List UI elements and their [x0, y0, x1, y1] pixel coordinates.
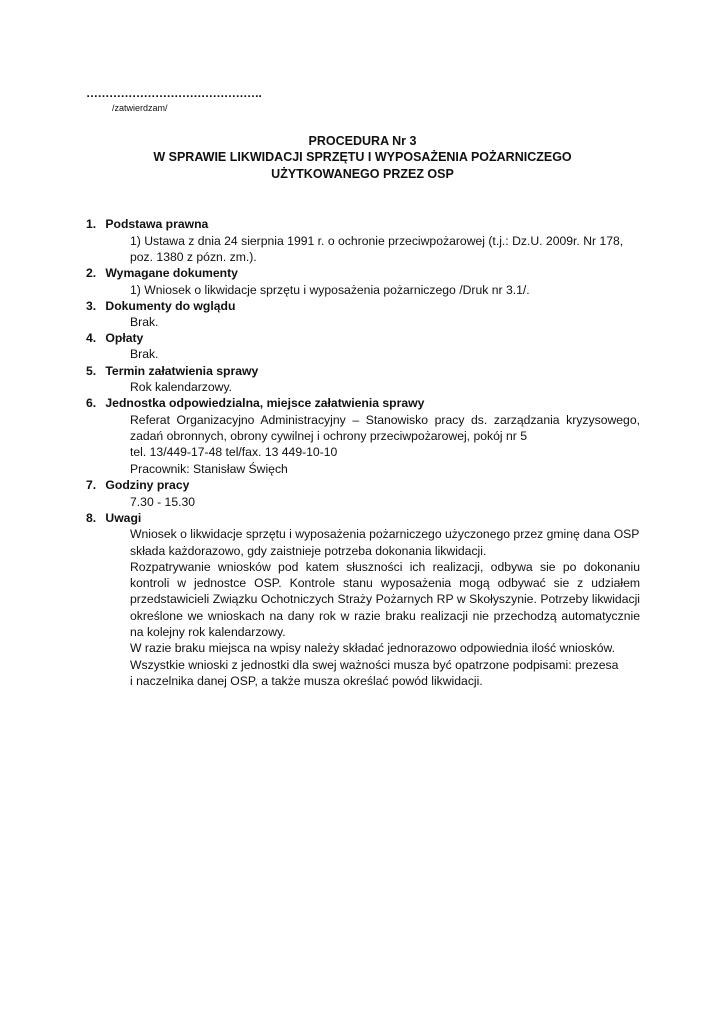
section-text-line: na kolejny rok kalendarzowy.	[130, 625, 286, 639]
section-heading-documents-to-view	[86, 298, 235, 314]
section-text-line: Pracownik: Stanisław Święch	[130, 462, 288, 476]
section-title: Jednostka odpowiedzialna, miejsce załatwienia sprawy	[105, 396, 425, 410]
section-number: 2.	[86, 266, 97, 280]
section-text-line: Referat Organizacyjno Administracyjny – Stanowisko pracy ds. zarządzania kryzysowego,	[130, 413, 640, 427]
document-subtitle-line2: UŻYTKOWANEGO PRZEZ OSP	[271, 167, 454, 181]
section-text-line: 1) Ustawa z dnia 24 sierpnia 1991 r. o ochronie przeciwpożarowej (t.j.: Dz.U. 2009r. Nr 178,	[130, 234, 624, 248]
section-text-line: Rozpatrywanie wniosków pod katem słuszności ich realizacji, odbywa sie po dokonaniu	[130, 560, 640, 574]
section-text-line: i naczelnika danej OSP, a także musza określać powód likwidacji.	[130, 674, 483, 688]
signature-label: /zatwierdzam/	[112, 103, 168, 113]
section-number: 8.	[86, 511, 97, 525]
section-title: Termin załatwienia sprawy	[105, 364, 259, 378]
section-number: 7.	[86, 478, 97, 492]
section-text-line: Brak.	[130, 347, 159, 361]
section-text-line: W razie braku miejsca na wpisy należy składać jednorazowo odpowiednia ilość wniosków.	[130, 641, 616, 655]
section-number: 5.	[86, 364, 97, 378]
section-title: Godziny pracy	[105, 478, 190, 492]
section-text-line: 1) Wniosek o likwidacje sprzętu i wyposażenia pożarniczego /Druk nr 3.1/.	[130, 283, 530, 297]
section-heading-legal-basis	[86, 216, 208, 232]
section-heading-deadline	[86, 363, 258, 379]
section-heading-fees	[86, 330, 143, 346]
document-title: PROCEDURA Nr 3	[308, 134, 417, 148]
section-number: 3.	[86, 299, 97, 313]
section-text-line: zadań obronnych, obrony cywilnej i ochrony przeciwpożarowej, pokój nr 5	[130, 429, 527, 443]
section-title: Dokumenty do wglądu	[105, 299, 236, 313]
section-text-line: Wniosek o likwidacje sprzętu i wyposażenia pożarniczego użyczonego przez gminę dana OSP	[130, 527, 640, 541]
section-number: 6.	[86, 396, 97, 410]
document-subtitle-line1: W SPRAWIE LIKWIDACJI SPRZĘTU I WYPOSAŻENIA POŻARNICZEGO	[153, 150, 572, 164]
section-text-line: poz. 1380 z pózn. zm.).	[130, 250, 257, 264]
section-text-line: Rok kalendarzowy.	[130, 380, 233, 394]
section-heading-responsible-unit	[86, 395, 424, 411]
section-title: Podstawa prawna	[105, 217, 209, 231]
section-title: Wymagane dokumenty	[105, 266, 238, 280]
section-heading-remarks	[86, 510, 141, 526]
section-text-line: Wszystkie wnioski z jednostki dla swej ważności musza być opatrzone podpisami: prezesa	[130, 658, 619, 672]
section-number: 1.	[86, 217, 97, 231]
section-text-line: składa każdorazowo, gdy zaistnieje potrzeba dokonania likwidacji.	[130, 544, 487, 558]
section-number: 4.	[86, 331, 97, 345]
section-text-line: określone we wnioskach na dany rok w razie braku realizacji nie przechodzą automatycznie	[130, 609, 640, 623]
section-text-line: Brak.	[130, 315, 159, 329]
section-title: Opłaty	[105, 331, 144, 345]
section-text-line: tel. 13/449-17-48 tel/fax. 13 449-10-10	[130, 445, 338, 459]
section-text-line: przedstawicieli Związku Ochotniczych Straży Pożarnych RP w Skołyszynie. Potrzeby likwidacji	[130, 592, 640, 606]
section-heading-working-hours	[86, 477, 189, 493]
section-text-line: kontroli w jednostce OSP. Kontrole stanu wyposażenia mogą odbywać sie z udziałem	[130, 576, 640, 590]
section-heading-required-documents	[86, 265, 238, 281]
signature-line: ……………………………………….	[86, 86, 262, 100]
section-text-line: 7.30 - 15.30	[130, 495, 196, 509]
section-title: Uwagi	[105, 511, 142, 525]
